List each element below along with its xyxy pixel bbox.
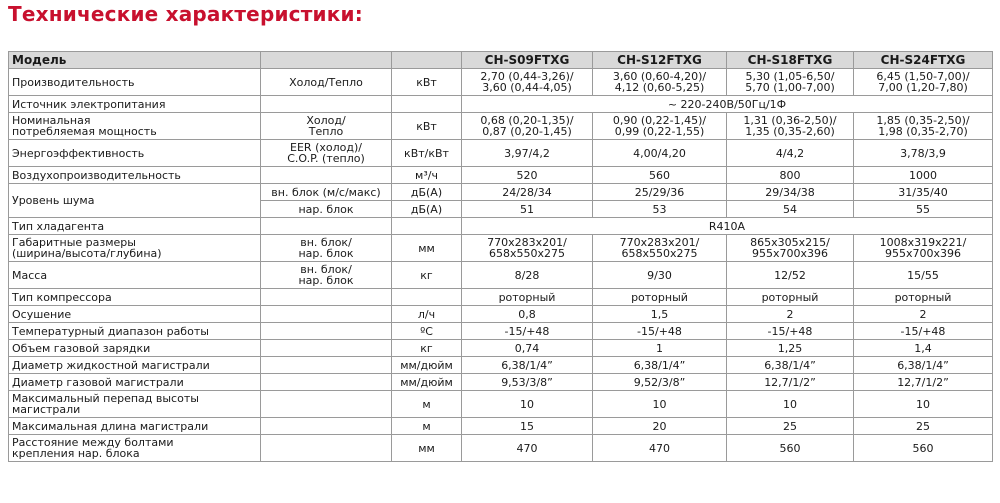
table-row-gas-charge	[9, 340, 993, 357]
table-row-power-consumption	[9, 113, 993, 140]
table-row-noise-in	[9, 184, 993, 201]
text-line: 955x700x396	[751, 247, 828, 260]
text-line: 5,30 (1,05-6,50/	[745, 70, 835, 83]
table-row-height-diff	[9, 391, 993, 418]
text-line: Максимальный перепад высоты	[12, 392, 199, 405]
value-cell: 15/55	[854, 262, 993, 289]
text-line: Расстояние между болтами	[12, 436, 174, 449]
text-line: 0,90 (0,22-1,45)/	[612, 114, 707, 127]
page-title: Технические характеристики:	[8, 2, 363, 26]
value-cell: 9,52/3/8”	[593, 374, 727, 391]
value-cell	[462, 69, 593, 96]
value-cell	[462, 235, 593, 262]
value-cell: роторный	[593, 289, 727, 306]
value-cell: 1	[593, 340, 727, 357]
text-line: нар. блок	[298, 247, 354, 260]
value-cell: -15/+48	[462, 323, 593, 340]
parameter-sub	[261, 218, 392, 235]
parameter-name: Тип хладагента	[9, 218, 261, 235]
text-line: 0,99 (0,22-1,55)	[614, 125, 705, 138]
text-line: 0,68 (0,20-1,35)/	[480, 114, 574, 127]
value-cell: 0,8	[462, 306, 593, 323]
value-cell: 4/4,2	[727, 140, 854, 167]
table-row-capacity	[9, 69, 993, 96]
parameter-sub	[261, 113, 392, 140]
parameter-sub: Холод/Тепло	[261, 69, 392, 96]
parameter-name: Масса	[9, 262, 261, 289]
parameter-sub	[261, 167, 392, 184]
value-cell: 1,5	[593, 306, 727, 323]
model-name-3: CH-S18FTXG	[727, 52, 854, 69]
text-line: 770x283x201/	[619, 236, 700, 249]
value-cell: 25	[727, 418, 854, 435]
parameter-unit: дБ(А)	[392, 184, 462, 201]
parameter-name: Максимальная длина магистрали	[9, 418, 261, 435]
parameter-unit: дБ(А)	[392, 201, 462, 218]
parameter-sub	[261, 340, 392, 357]
value-cell: 20	[593, 418, 727, 435]
table-row-airflow	[9, 167, 993, 184]
text-line: C.O.P. (тепло)	[287, 152, 365, 165]
value-cell	[593, 235, 727, 262]
text-line: Тепло	[308, 125, 344, 138]
parameter-name	[9, 391, 261, 418]
table-row-temp-range	[9, 323, 993, 340]
text-line: нар. блок	[298, 274, 354, 287]
text-line: крепления нар. блока	[12, 447, 140, 460]
value-cell: 10	[727, 391, 854, 418]
parameter-name: Производительность	[9, 69, 261, 96]
value-cell: 10	[462, 391, 593, 418]
value-cell: 1,4	[854, 340, 993, 357]
value-cell: -15/+48	[727, 323, 854, 340]
value-cell: 12/52	[727, 262, 854, 289]
value-cell: 800	[727, 167, 854, 184]
value-cell	[854, 113, 993, 140]
text-line: вн. блок/	[300, 236, 352, 249]
text-line: магистрали	[12, 403, 81, 416]
text-line: 3,60 (0,60-4,20)/	[612, 70, 707, 83]
value-cell: -15/+48	[593, 323, 727, 340]
text-line: Номинальная	[12, 114, 91, 127]
value-cell: 9,53/3/8”	[462, 374, 593, 391]
value-cell: 560	[593, 167, 727, 184]
parameter-sub: нар. блок	[261, 201, 392, 218]
text-line: 3,60 (0,44-4,05)	[482, 81, 572, 94]
text-line: 0,87 (0,20-1,45)	[482, 125, 572, 138]
parameter-unit: кВт	[392, 69, 462, 96]
parameter-name: Уровень шума	[9, 184, 261, 218]
value-cell: 0,74	[462, 340, 593, 357]
parameter-name: Энергоэффективность	[9, 140, 261, 167]
text-line: 865x305x215/	[750, 236, 830, 249]
value-cell: 6,38/1/4”	[462, 357, 593, 374]
value-cell	[727, 113, 854, 140]
parameter-name	[9, 235, 261, 262]
table-row-dimensions	[9, 235, 993, 262]
table-header-row	[9, 52, 993, 69]
text-line: 5,70 (1,00-7,00)	[745, 81, 835, 94]
parameter-unit: кВт/кВт	[392, 140, 462, 167]
value-cell: 12,7/1/2”	[727, 374, 854, 391]
value-cell	[727, 235, 854, 262]
parameter-sub	[261, 140, 392, 167]
value-cell: 10	[593, 391, 727, 418]
parameter-unit	[392, 218, 462, 235]
parameter-common-value: R410A	[462, 218, 993, 235]
text-line: 7,00 (1,20-7,80)	[878, 81, 968, 94]
parameter-sub	[261, 435, 392, 462]
parameter-sub	[261, 323, 392, 340]
parameter-unit: м	[392, 418, 462, 435]
text-line: 6,45 (1,50-7,00)/	[876, 70, 970, 83]
text-line: 1,85 (0,35-2,50)/	[876, 114, 970, 127]
value-cell: 29/34/38	[727, 184, 854, 201]
parameter-sub	[261, 262, 392, 289]
parameter-name: Осушение	[9, 306, 261, 323]
parameter-name	[9, 435, 261, 462]
value-cell: 3,97/4,2	[462, 140, 593, 167]
text-line: 658x550x275	[621, 247, 698, 260]
value-cell: 24/28/34	[462, 184, 593, 201]
parameter-unit: кг	[392, 262, 462, 289]
table-row-bolt-distance	[9, 435, 993, 462]
table-row-dehumid	[9, 306, 993, 323]
parameter-unit: кВт	[392, 113, 462, 140]
parameter-unit: мм/дюйм	[392, 357, 462, 374]
table-row-power-source	[9, 96, 993, 113]
value-cell: роторный	[854, 289, 993, 306]
table-row-efficiency	[9, 140, 993, 167]
parameter-sub	[261, 289, 392, 306]
value-cell: 51	[462, 201, 593, 218]
parameter-name: Диаметр жидкостной магистрали	[9, 357, 261, 374]
specifications-table	[8, 51, 993, 462]
value-cell: 53	[593, 201, 727, 218]
value-cell: 470	[593, 435, 727, 462]
header-unit-cell	[392, 52, 462, 69]
text-line: Холод/	[306, 114, 346, 127]
value-cell: 6,38/1/4”	[727, 357, 854, 374]
value-cell: 1000	[854, 167, 993, 184]
parameter-unit: кг	[392, 340, 462, 357]
parameter-name: Источник электропитания	[9, 96, 261, 113]
value-cell: 54	[727, 201, 854, 218]
parameter-unit: м	[392, 391, 462, 418]
table-row-weight	[9, 262, 993, 289]
value-cell: 6,38/1/4”	[593, 357, 727, 374]
value-cell	[727, 69, 854, 96]
text-line: (ширина/высота/глубина)	[12, 247, 162, 260]
value-cell: 3,78/3,9	[854, 140, 993, 167]
text-line: 1,31 (0,36-2,50)/	[743, 114, 837, 127]
value-cell: роторный	[727, 289, 854, 306]
parameter-name: Диаметр газовой магистрали	[9, 374, 261, 391]
value-cell: 560	[854, 435, 993, 462]
parameter-unit: л/ч	[392, 306, 462, 323]
parameter-name	[9, 113, 261, 140]
value-cell: 2	[727, 306, 854, 323]
parameter-sub	[261, 391, 392, 418]
model-header-label: Модель	[9, 52, 261, 69]
text-line: 770x283x201/	[487, 236, 567, 249]
table-row-compressor	[9, 289, 993, 306]
value-cell: 6,38/1/4”	[854, 357, 993, 374]
table-row-gas-pipe	[9, 374, 993, 391]
value-cell: -15/+48	[854, 323, 993, 340]
value-cell: 1,25	[727, 340, 854, 357]
parameter-unit: ºС	[392, 323, 462, 340]
value-cell: 9/30	[593, 262, 727, 289]
parameter-name: Тип компрессора	[9, 289, 261, 306]
parameter-unit: мм/дюйм	[392, 374, 462, 391]
text-line: Габаритные размеры	[12, 236, 136, 249]
value-cell	[593, 113, 727, 140]
value-cell: 31/35/40	[854, 184, 993, 201]
text-line: EER (холод)/	[290, 141, 362, 154]
value-cell: 470	[462, 435, 593, 462]
text-line: 658x550x275	[488, 247, 565, 260]
model-name-1: CH-S09FTXG	[462, 52, 593, 69]
header-subparam-cell	[261, 52, 392, 69]
text-line: 1008x319x221/	[879, 236, 967, 249]
text-line: вн. блок/	[300, 263, 352, 276]
value-cell	[854, 69, 993, 96]
text-line: 2,70 (0,44-3,26)/	[480, 70, 574, 83]
value-cell: 55	[854, 201, 993, 218]
model-name-2: CH-S12FTXG	[593, 52, 727, 69]
text-line: 1,35 (0,35-2,60)	[745, 125, 835, 138]
text-line: 1,98 (0,35-2,70)	[878, 125, 968, 138]
value-cell	[593, 69, 727, 96]
value-cell: 10	[854, 391, 993, 418]
table-row-max-length	[9, 418, 993, 435]
parameter-name: Температурный диапазон работы	[9, 323, 261, 340]
value-cell: роторный	[462, 289, 593, 306]
value-cell	[462, 113, 593, 140]
parameter-unit: мм	[392, 435, 462, 462]
parameter-sub	[261, 306, 392, 323]
value-cell: 520	[462, 167, 593, 184]
value-cell: 2	[854, 306, 993, 323]
parameter-sub	[261, 418, 392, 435]
value-cell: 25	[854, 418, 993, 435]
value-cell: 15	[462, 418, 593, 435]
parameter-sub: вн. блок (м/с/макс)	[261, 184, 392, 201]
parameter-unit	[392, 96, 462, 113]
parameter-unit: мм	[392, 235, 462, 262]
value-cell: 25/29/36	[593, 184, 727, 201]
parameter-name: Воздухопроизводительность	[9, 167, 261, 184]
table-row-liquid-pipe	[9, 357, 993, 374]
parameter-sub	[261, 374, 392, 391]
parameter-unit	[392, 289, 462, 306]
parameter-sub	[261, 235, 392, 262]
model-name-4: CH-S24FTXG	[854, 52, 993, 69]
value-cell: 8/28	[462, 262, 593, 289]
parameter-unit: м³/ч	[392, 167, 462, 184]
text-line: 4,12 (0,60-5,25)	[614, 81, 705, 94]
value-cell: 560	[727, 435, 854, 462]
table-row-refrigerant	[9, 218, 993, 235]
parameter-sub	[261, 96, 392, 113]
value-cell: 12,7/1/2”	[854, 374, 993, 391]
text-line: потребляемая мощность	[12, 125, 157, 138]
value-cell: 4,00/4,20	[593, 140, 727, 167]
value-cell	[854, 235, 993, 262]
parameter-sub	[261, 357, 392, 374]
parameter-name: Объем газовой зарядки	[9, 340, 261, 357]
parameter-common-value: ~ 220-240В/50Гц/1Ф	[462, 96, 993, 113]
text-line: 955x700x396	[884, 247, 961, 260]
